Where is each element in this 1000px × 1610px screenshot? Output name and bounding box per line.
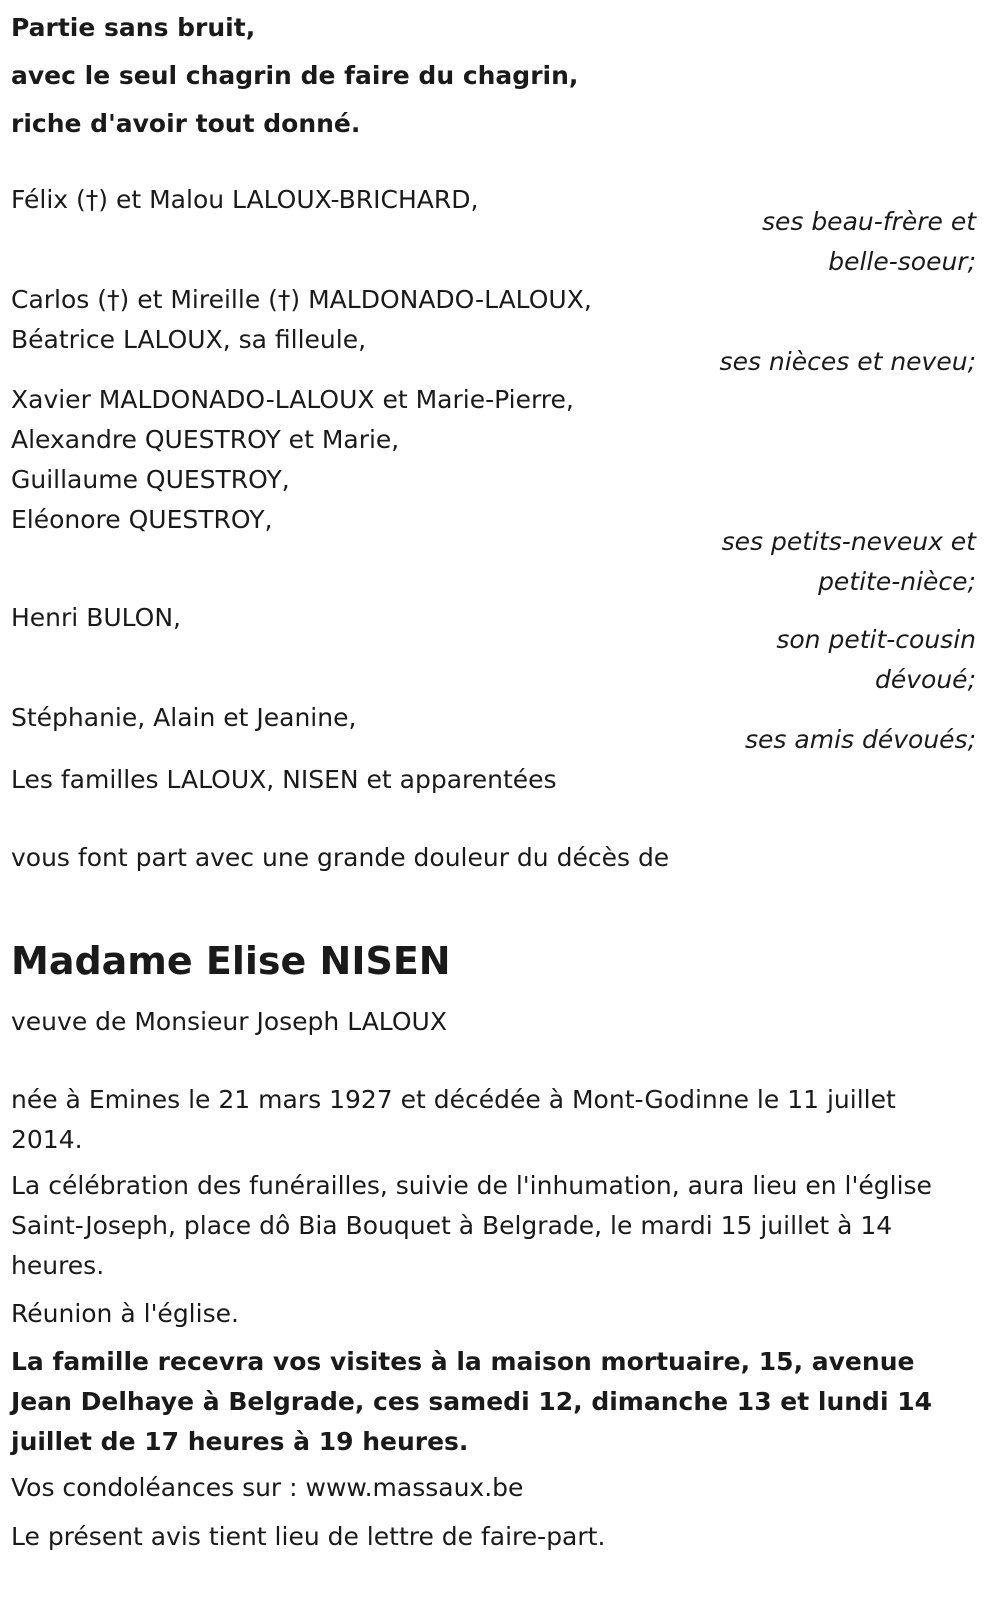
visits: La famille recevra vos visites à la maison mortuaire, 15, avenue Jean Delhaye à Belgrade, ces samedi 12, dimanche 13 et lundi 14 juillet de 17 heures à 19 heures.	[11, 1347, 933, 1456]
relation-label: petite-nièce;	[818, 567, 976, 596]
relation-label: ses nièces et neveu;	[719, 347, 976, 376]
widow-of: veuve de Monsieur Joseph LALOUX	[11, 1007, 447, 1036]
funeral-details: La célébration des funérailles, suivie de l'inhumation, aura lieu en l'église Saint-Joseph, place dô Bia Bouquet à Belgrade, le mardi 15 juillet à 14 heures.	[11, 1171, 932, 1280]
family-group-brother-in-law	[11, 180, 976, 282]
poem-line: avec le seul chagrin de faire du chagrin,	[11, 61, 579, 90]
condolences: Vos condoléances sur : www.massaux.be	[11, 1473, 524, 1502]
family-names: Félix (†) et Malou LALOUX-BRICHARD,	[11, 185, 479, 214]
family-names: Béatrice LALOUX, sa filleule,	[11, 325, 367, 354]
relation-label: ses amis dévoués;	[745, 725, 976, 754]
deceased-name: Madame Elise NISEN	[11, 939, 451, 983]
relation-label: belle-soeur;	[828, 247, 976, 276]
family-names: Alexandre QUESTROY et Marie,	[11, 425, 400, 454]
poem-line: Partie sans bruit,	[11, 13, 256, 42]
poem	[11, 4, 976, 148]
family-names: Henri BULON,	[11, 603, 182, 632]
relation-label: ses petits-neveux et	[721, 527, 976, 556]
family-group-cousin	[11, 598, 976, 700]
relation-label: dévoué;	[875, 665, 976, 694]
meeting: Réunion à l'église.	[11, 1299, 239, 1328]
family-group-nieces	[11, 280, 976, 382]
family-names: Guillaume QUESTROY,	[11, 465, 290, 494]
family-group-grand-nephews	[11, 380, 976, 602]
notice: Le présent avis tient lieu de lettre de faire-part.	[11, 1522, 606, 1551]
families-line: Les familles LALOUX, NISEN et apparentées	[11, 765, 557, 794]
family-names: Xavier MALDONADO-LALOUX et Marie-Pierre,	[11, 385, 574, 414]
family-names: Eléonore QUESTROY,	[11, 505, 273, 534]
birth-death: née à Emines le 21 mars 1927 et décédée à Mont-Godinne le 11 juillet 2014.	[11, 1085, 896, 1154]
poem-line: riche d'avoir tout donné.	[11, 109, 361, 138]
family-group-friends	[11, 698, 976, 760]
family-names: Stéphanie, Alain et Jeanine,	[11, 703, 357, 732]
announcement: vous font part avec une grande douleur du décès de	[11, 843, 670, 872]
family-names: Carlos (†) et Mireille (†) MALDONADO-LALOUX,	[11, 285, 592, 314]
relation-label: son petit-cousin	[776, 625, 976, 654]
relation-label: ses beau-frère et	[761, 207, 976, 236]
